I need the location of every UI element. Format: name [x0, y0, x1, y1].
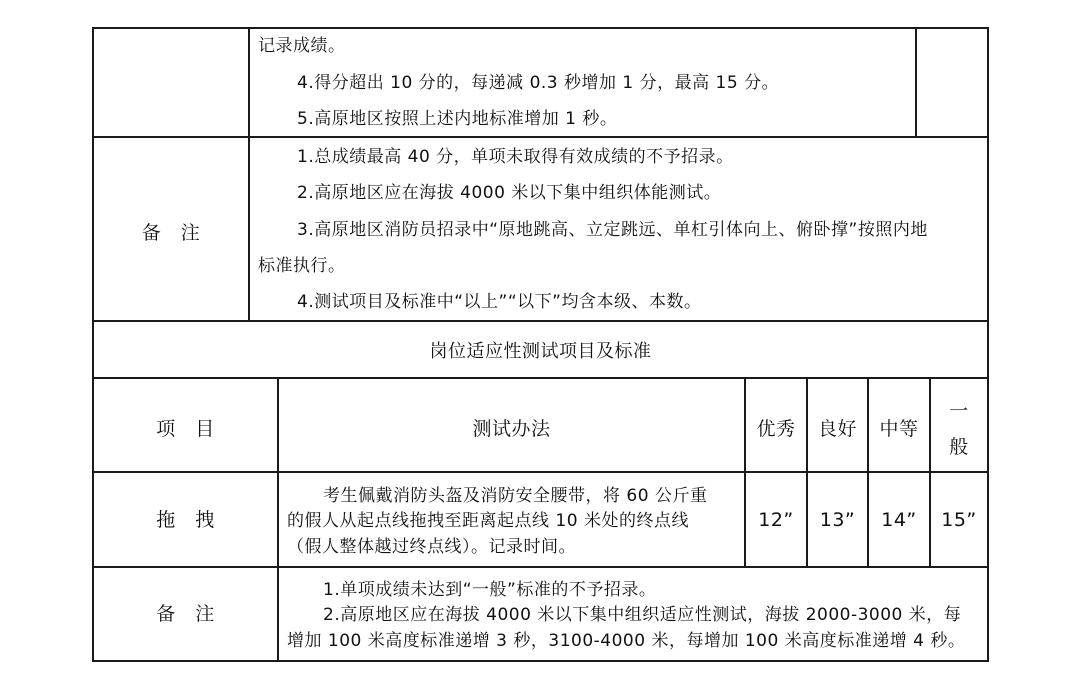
header-medium: 中等: [879, 418, 919, 440]
remarks1-line-1: 1.总成绩最高 40 分，单项未取得有效成绩的不予招录。: [297, 147, 734, 167]
header-method: 测试办法: [472, 418, 551, 440]
remarks2-line-3: 增加 100 米高度标准递增 3 秒，3100-4000 米，每增加 100 米高度标准递增 4 秒。: [287, 631, 966, 651]
sec1-line-2: 4.得分超出 10 分的，每递减 0.3 秒增加 1 分，最高 15 分。: [297, 73, 780, 93]
rule-sec1-bottom: [92, 136, 989, 138]
rule-col-medium: [867, 377, 869, 568]
header-good: 良好: [817, 418, 857, 440]
drag-medium: 14”: [881, 509, 917, 531]
remarks1-line-3: 3.高原地区消防员招录中“原地跳高、立定跳远、单杠引体向上、俯卧撑”按照内地: [297, 220, 928, 240]
rule-drag-bottom: [92, 566, 989, 568]
rule-col-good: [806, 377, 808, 568]
drag-good: 13”: [819, 509, 856, 531]
rule-bottom: [92, 660, 989, 662]
rule-title-bottom: [92, 377, 989, 379]
remarks1-line-4: 标准执行。: [258, 256, 346, 276]
header-excellent: 优秀: [756, 418, 796, 440]
drag-general: 15”: [941, 509, 977, 531]
drag-item: 拖 拽: [156, 509, 215, 531]
header-general-1: 一: [949, 400, 969, 422]
rule-header-bottom: [92, 471, 989, 473]
drag-method-line-1: 考生佩戴消防头盔及消防安全腰带，将 60 公斤重: [323, 486, 708, 506]
sec1-line-1: 记录成绩。: [258, 36, 346, 56]
remarks2-label: 备 注: [156, 603, 215, 625]
rule-top: [92, 27, 989, 29]
sec1-line-3: 5.高原地区按照上述内地标准增加 1 秒。: [297, 109, 618, 129]
rule-upper-right-divider: [915, 27, 917, 138]
rule-col-excellent: [744, 377, 746, 568]
remarks1-line-2: 2.高原地区应在海拔 4000 米以下集中组织体能测试。: [297, 183, 722, 203]
adaptability-title: 岗位适应性测试项目及标准: [429, 341, 652, 362]
remarks2-line-1: 1.单项成绩未达到“一般”标准的不予招录。: [323, 580, 657, 600]
header-general-2: 般: [949, 436, 969, 458]
remarks1-line-5: 4.测试项目及标准中“以上”“以下”均含本级、本数。: [297, 292, 702, 312]
drag-method-line-2: 的假人从起点线拖拽至距离起点线 10 米处的终点线: [287, 511, 689, 531]
drag-excellent: 12”: [758, 509, 794, 531]
remarks2-line-2: 2.高原地区应在海拔 4000 米以下集中组织适应性测试，海拔 2000-3000 米，每: [323, 605, 962, 625]
rule-upper-label-divider: [248, 27, 250, 322]
rule-remarks1-bottom: [92, 320, 989, 322]
drag-method-line-3: （假人整体越过终点线）。记录时间。: [287, 537, 576, 557]
header-item: 项 目: [156, 418, 215, 440]
rule-right: [987, 27, 989, 662]
remarks1-label: 备 注: [141, 222, 201, 244]
